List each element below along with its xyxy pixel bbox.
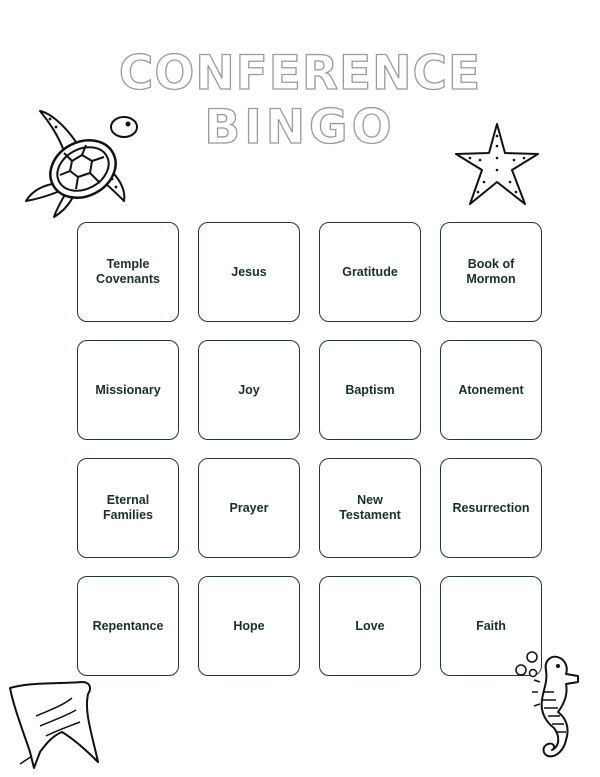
bingo-cell[interactable] bbox=[198, 576, 300, 676]
bingo-cell[interactable] bbox=[77, 576, 179, 676]
bingo-cell-label: Book of Mormon bbox=[466, 257, 516, 286]
bingo-cell-label: Eternal Families bbox=[102, 493, 154, 522]
bingo-cell-label: Temple Covenants bbox=[96, 257, 160, 286]
bingo-cell[interactable] bbox=[440, 222, 542, 322]
seahorse-icon bbox=[526, 652, 586, 772]
bingo-cell-label: Resurrection bbox=[452, 500, 530, 515]
bingo-cell-label: Love bbox=[355, 618, 385, 633]
stingray-icon bbox=[6, 676, 106, 772]
bingo-grid bbox=[77, 222, 541, 676]
bingo-cell[interactable] bbox=[77, 458, 179, 558]
bingo-cell-label: Atonement bbox=[458, 382, 524, 397]
bingo-cell-label: Joy bbox=[238, 382, 260, 397]
page-title-line-1: CONFERENCE bbox=[118, 46, 482, 101]
bingo-cell[interactable] bbox=[319, 576, 421, 676]
sea-turtle-icon bbox=[20, 105, 145, 220]
page-title-line-2: BINGO bbox=[204, 100, 396, 155]
bingo-cell[interactable] bbox=[77, 222, 179, 322]
bingo-cell-label: Baptism bbox=[345, 382, 395, 397]
bingo-cell[interactable] bbox=[319, 222, 421, 322]
bingo-cell[interactable] bbox=[319, 340, 421, 440]
bingo-cell-label: Hope bbox=[233, 618, 265, 633]
bingo-cell[interactable] bbox=[319, 458, 421, 558]
starfish-icon bbox=[450, 120, 545, 210]
bingo-cell[interactable] bbox=[198, 458, 300, 558]
bingo-cell-label: Jesus bbox=[231, 264, 267, 279]
bingo-cell[interactable] bbox=[198, 340, 300, 440]
bingo-cell-label: Prayer bbox=[229, 500, 269, 515]
bingo-cell-label: Faith bbox=[476, 618, 506, 633]
bingo-cell[interactable] bbox=[440, 340, 542, 440]
bingo-cell-label: Missionary bbox=[95, 382, 161, 397]
bingo-cell-label: Repentance bbox=[92, 618, 164, 633]
bingo-cell[interactable] bbox=[77, 340, 179, 440]
bingo-cell-label: Gratitude bbox=[342, 264, 398, 279]
bingo-cell[interactable] bbox=[440, 458, 542, 558]
bingo-cell[interactable] bbox=[198, 222, 300, 322]
bingo-cell-label: New Testament bbox=[339, 493, 401, 522]
